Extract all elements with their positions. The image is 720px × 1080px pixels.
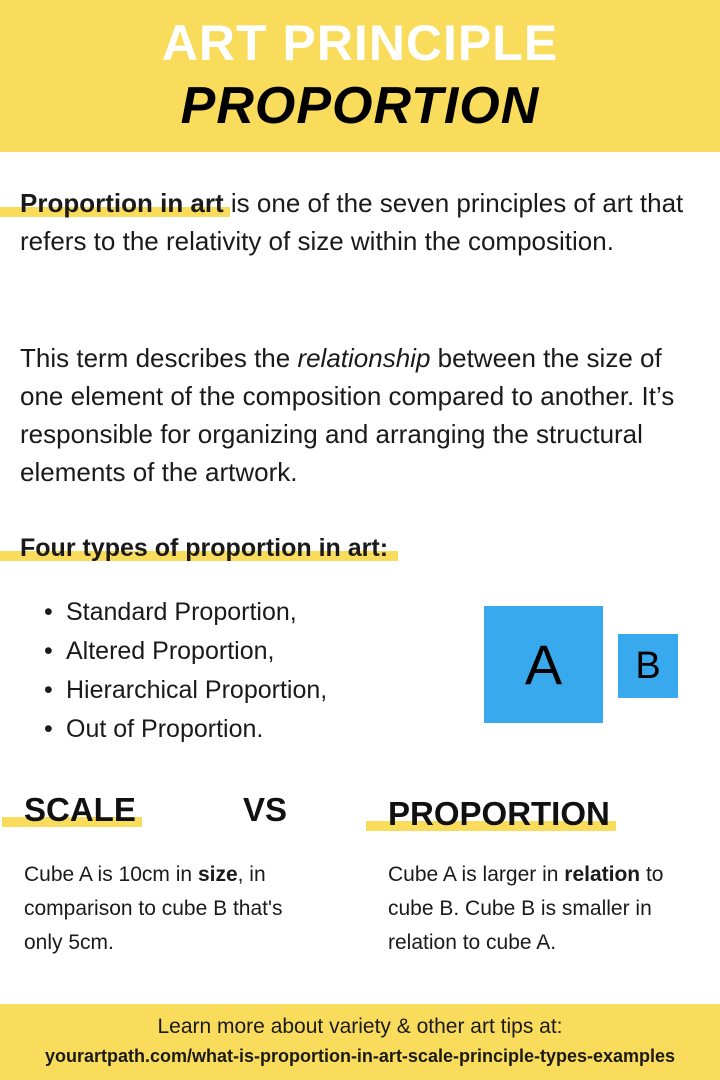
types-heading [20, 534, 388, 563]
vs-heading: VS [243, 791, 288, 828]
header-banner [0, 0, 720, 152]
footer-banner [0, 1004, 720, 1080]
intro-paragraph [20, 184, 710, 260]
description-text-after: between the size of one element of the composition compared to another. It’s responsible for organizing and arranging the structural elements of the artwork. [20, 343, 675, 487]
proportion-text-bold: relation [564, 863, 641, 886]
types-heading-text: Four types of proportion in art: [20, 534, 389, 562]
cube-b-label: B [635, 644, 661, 687]
list-item: • Altered Proportion, [44, 632, 327, 671]
types-list [44, 593, 327, 749]
list-item: • Standard Proportion, [44, 593, 327, 632]
scale-heading-text: SCALE [24, 791, 136, 828]
description-italic: relationship [297, 343, 431, 373]
cube-a-label: A [524, 633, 563, 696]
footer-line1: Learn more about variety & other art tips at: [157, 1015, 563, 1038]
scale-text-bold: size [197, 863, 238, 886]
list-item: • Out of Proportion. [44, 710, 327, 749]
cube-a [484, 606, 603, 723]
description-text-before: This term describes the [20, 343, 298, 373]
cube-b [618, 634, 678, 698]
intro-text: is one of the seven principles of art that refers to the relativity of size within the composition. [20, 188, 684, 256]
proportion-heading [388, 795, 610, 833]
scale-heading [24, 791, 136, 829]
intro-highlight: Proportion in art [20, 188, 224, 218]
footer-link[interactable]: yourartpath.com/what-is-proportion-in-art-scale-principle-types-examples [44, 1046, 676, 1066]
scale-description [24, 858, 324, 960]
proportion-heading-text: PROPORTION [388, 795, 610, 832]
proportion-description [388, 858, 708, 960]
proportion-text-before: Cube A is larger in [388, 863, 565, 886]
scale-text-after: , in comparison to cube B that's only 5cm. [24, 863, 283, 954]
scale-text-before: Cube A is 10cm in [24, 863, 198, 886]
list-item: • Hierarchical Proportion, [44, 671, 327, 710]
proportion-text-after: to cube B. Cube B is smaller in relation to cube A. [388, 863, 664, 954]
page-title-line1: ART PRINCIPLE [161, 15, 559, 71]
page-title-line2: PROPORTION [180, 77, 540, 135]
description-paragraph [20, 339, 710, 491]
